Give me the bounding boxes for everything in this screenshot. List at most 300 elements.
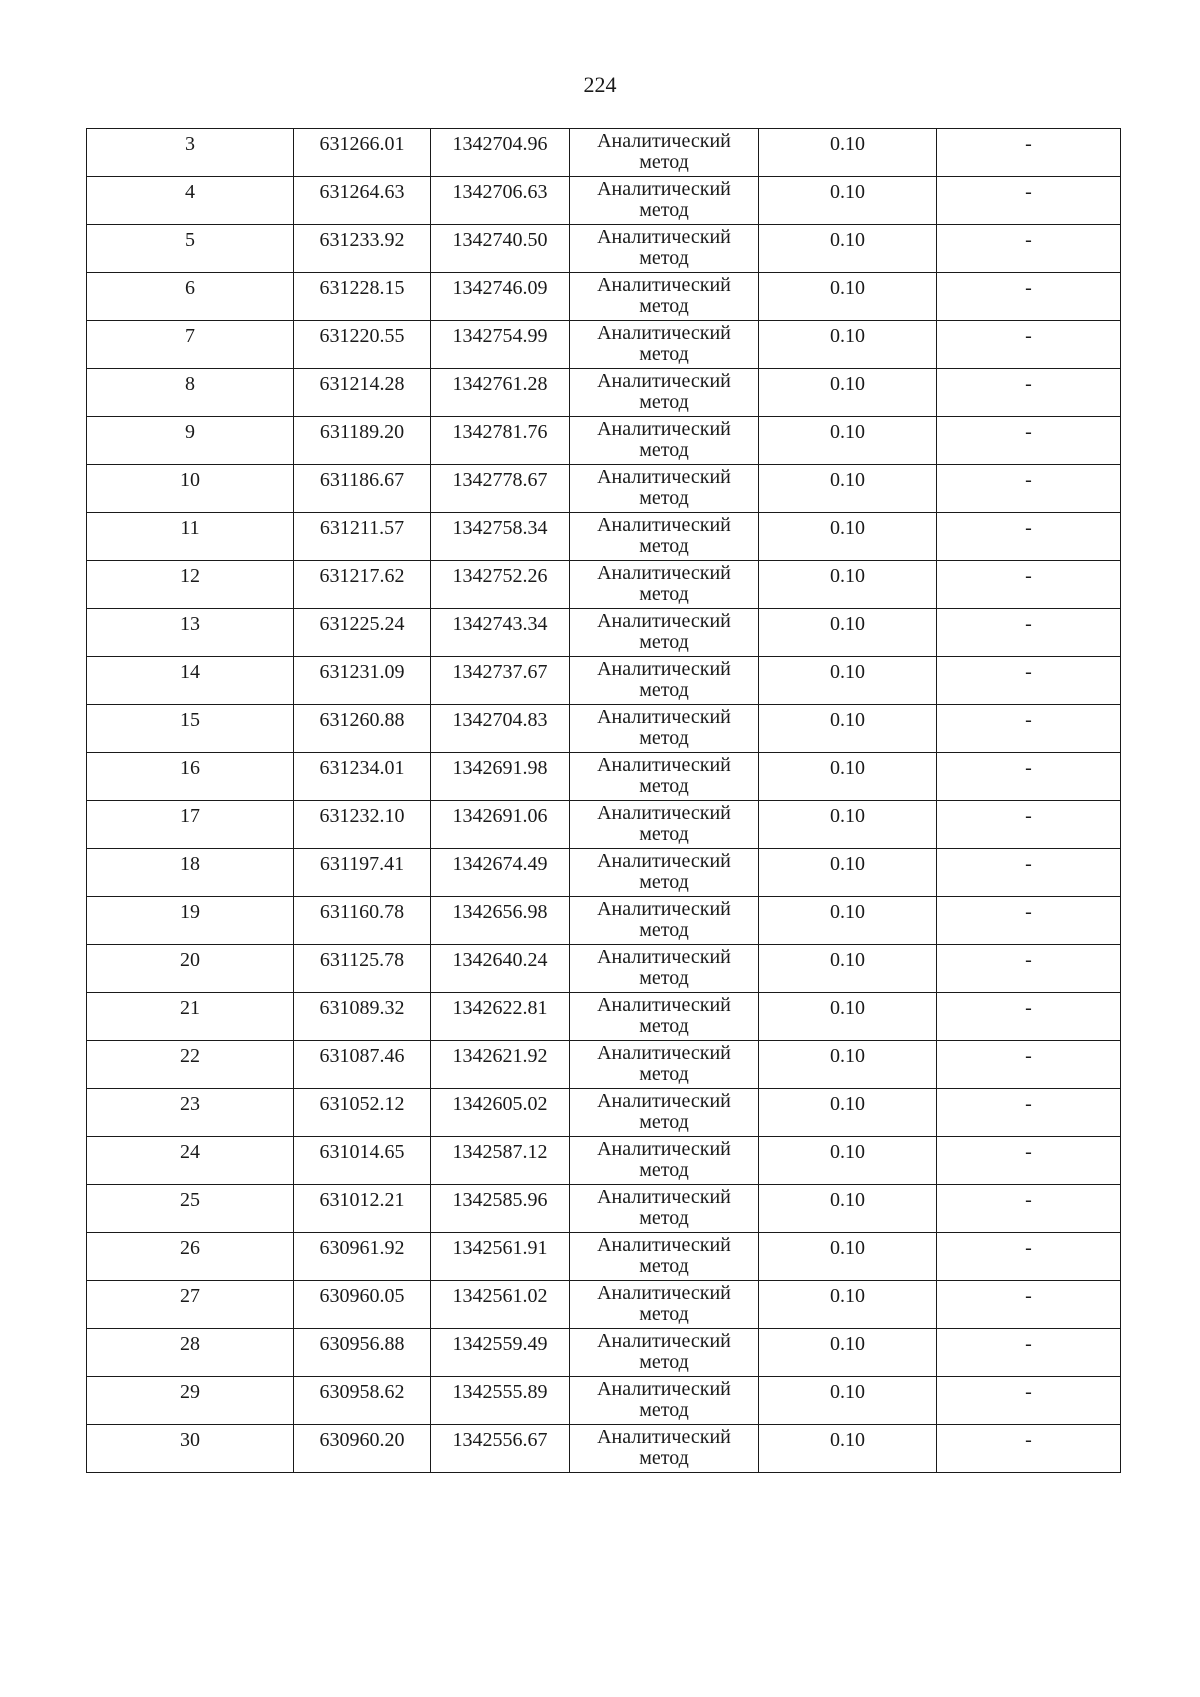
y-coordinate-cell bbox=[431, 417, 570, 465]
y-coordinate-cell-text: 1342743.34 bbox=[452, 613, 548, 635]
accuracy-cell-text: 0.10 bbox=[830, 661, 865, 683]
method-line-1: Аналитический bbox=[597, 370, 731, 392]
y-coordinate-cell-text: 1342656.98 bbox=[452, 901, 548, 923]
x-coordinate-cell bbox=[294, 465, 431, 513]
point-number-cell bbox=[87, 465, 294, 513]
accuracy-cell bbox=[759, 609, 937, 657]
accuracy-cell-text: 0.10 bbox=[830, 181, 865, 203]
table-row bbox=[87, 1329, 1121, 1377]
x-coordinate-cell-text: 631234.01 bbox=[319, 757, 405, 779]
x-coordinate-cell bbox=[294, 1233, 431, 1281]
accuracy-cell-text: 0.10 bbox=[830, 1429, 865, 1451]
y-coordinate-cell-text: 1342691.06 bbox=[452, 805, 548, 827]
y-coordinate-cell-text: 1342704.96 bbox=[452, 133, 548, 155]
table-row bbox=[87, 417, 1121, 465]
y-coordinate-cell bbox=[431, 897, 570, 945]
y-coordinate-cell-text: 1342691.98 bbox=[452, 757, 548, 779]
method-line-2: метод bbox=[639, 823, 689, 845]
note-cell-text: - bbox=[1025, 661, 1032, 683]
note-cell bbox=[937, 1041, 1121, 1089]
note-cell bbox=[937, 849, 1121, 897]
x-coordinate-cell bbox=[294, 705, 431, 753]
x-coordinate-cell-text: 631052.12 bbox=[319, 1093, 405, 1115]
point-number-cell bbox=[87, 1137, 294, 1185]
y-coordinate-cell-text: 1342559.49 bbox=[452, 1333, 548, 1355]
table-row bbox=[87, 1089, 1121, 1137]
method-line-2: метод bbox=[639, 583, 689, 605]
point-number-cell bbox=[87, 801, 294, 849]
method-cell bbox=[570, 417, 759, 465]
point-number-cell-text: 5 bbox=[185, 229, 195, 251]
table-row bbox=[87, 945, 1121, 993]
x-coordinate-cell-text: 631232.10 bbox=[319, 805, 405, 827]
table-row bbox=[87, 321, 1121, 369]
y-coordinate-cell bbox=[431, 849, 570, 897]
method-line-1: Аналитический bbox=[597, 1426, 731, 1448]
x-coordinate-cell-text: 631012.21 bbox=[319, 1189, 405, 1211]
method-cell bbox=[570, 129, 759, 177]
note-cell bbox=[937, 1425, 1121, 1473]
method-line-1: Аналитический bbox=[597, 802, 731, 824]
x-coordinate-cell-text: 631089.32 bbox=[319, 997, 405, 1019]
accuracy-cell-text: 0.10 bbox=[830, 757, 865, 779]
point-number-cell-text: 20 bbox=[180, 949, 200, 971]
method-line-2: метод bbox=[639, 727, 689, 749]
x-coordinate-cell-text: 631231.09 bbox=[319, 661, 405, 683]
y-coordinate-cell bbox=[431, 657, 570, 705]
note-cell bbox=[937, 225, 1121, 273]
table-row bbox=[87, 849, 1121, 897]
accuracy-cell bbox=[759, 1425, 937, 1473]
x-coordinate-cell-text: 630960.20 bbox=[319, 1429, 405, 1451]
note-cell-text: - bbox=[1025, 421, 1032, 443]
x-coordinate-cell-text: 631217.62 bbox=[319, 565, 405, 587]
method-line-1: Аналитический bbox=[597, 1090, 731, 1112]
method-line-1: Аналитический bbox=[597, 1378, 731, 1400]
y-coordinate-cell-text: 1342778.67 bbox=[452, 469, 548, 491]
point-number-cell-text: 28 bbox=[180, 1333, 200, 1355]
point-number-cell bbox=[87, 1425, 294, 1473]
method-cell bbox=[570, 561, 759, 609]
accuracy-cell bbox=[759, 1089, 937, 1137]
method-line-2: метод bbox=[639, 631, 689, 653]
y-coordinate-cell-text: 1342737.67 bbox=[452, 661, 548, 683]
point-number-cell bbox=[87, 177, 294, 225]
note-cell bbox=[937, 369, 1121, 417]
accuracy-cell-text: 0.10 bbox=[830, 949, 865, 971]
table-row bbox=[87, 705, 1121, 753]
point-number-cell-text: 3 bbox=[185, 133, 195, 155]
method-line-2: метод bbox=[639, 775, 689, 797]
y-coordinate-cell bbox=[431, 1089, 570, 1137]
note-cell bbox=[937, 945, 1121, 993]
method-cell bbox=[570, 897, 759, 945]
coordinates-table bbox=[86, 128, 1121, 1473]
method-line-2: метод bbox=[639, 439, 689, 461]
accuracy-cell bbox=[759, 1185, 937, 1233]
accuracy-cell bbox=[759, 801, 937, 849]
note-cell-text: - bbox=[1025, 853, 1032, 875]
note-cell bbox=[937, 657, 1121, 705]
table-row bbox=[87, 753, 1121, 801]
x-coordinate-cell bbox=[294, 945, 431, 993]
x-coordinate-cell bbox=[294, 513, 431, 561]
method-cell bbox=[570, 1377, 759, 1425]
note-cell-text: - bbox=[1025, 949, 1032, 971]
point-number-cell-text: 4 bbox=[185, 181, 195, 203]
x-coordinate-cell bbox=[294, 369, 431, 417]
point-number-cell-text: 26 bbox=[180, 1237, 200, 1259]
x-coordinate-cell-text: 631214.28 bbox=[319, 373, 405, 395]
accuracy-cell bbox=[759, 1329, 937, 1377]
method-cell bbox=[570, 177, 759, 225]
method-line-1: Аналитический bbox=[597, 178, 731, 200]
table-row bbox=[87, 1425, 1121, 1473]
table-row bbox=[87, 1233, 1121, 1281]
accuracy-cell-text: 0.10 bbox=[830, 229, 865, 251]
accuracy-cell-text: 0.10 bbox=[830, 1333, 865, 1355]
method-line-2: метод bbox=[639, 679, 689, 701]
y-coordinate-cell bbox=[431, 273, 570, 321]
x-coordinate-cell bbox=[294, 1185, 431, 1233]
method-cell bbox=[570, 369, 759, 417]
accuracy-cell-text: 0.10 bbox=[830, 853, 865, 875]
table-row bbox=[87, 657, 1121, 705]
method-line-2: метод bbox=[639, 535, 689, 557]
x-coordinate-cell bbox=[294, 1089, 431, 1137]
x-coordinate-cell bbox=[294, 321, 431, 369]
method-line-1: Аналитический bbox=[597, 946, 731, 968]
point-number-cell-text: 14 bbox=[180, 661, 200, 683]
note-cell bbox=[937, 1281, 1121, 1329]
method-line-1: Аналитический bbox=[597, 706, 731, 728]
x-coordinate-cell-text: 631189.20 bbox=[319, 421, 405, 443]
point-number-cell-text: 29 bbox=[180, 1381, 200, 1403]
y-coordinate-cell-text: 1342561.02 bbox=[452, 1285, 548, 1307]
method-line-1: Аналитический bbox=[597, 562, 731, 584]
x-coordinate-cell-text: 631014.65 bbox=[319, 1141, 405, 1163]
method-line-1: Аналитический bbox=[597, 274, 731, 296]
note-cell-text: - bbox=[1025, 517, 1032, 539]
method-line-2: метод bbox=[639, 343, 689, 365]
method-line-2: метод bbox=[639, 199, 689, 221]
method-line-2: метод bbox=[639, 1399, 689, 1421]
y-coordinate-cell-text: 1342706.63 bbox=[452, 181, 548, 203]
method-line-2: метод bbox=[639, 391, 689, 413]
point-number-cell-text: 27 bbox=[180, 1285, 200, 1307]
method-cell bbox=[570, 1185, 759, 1233]
note-cell bbox=[937, 1185, 1121, 1233]
method-cell bbox=[570, 705, 759, 753]
method-cell bbox=[570, 1137, 759, 1185]
method-cell bbox=[570, 465, 759, 513]
x-coordinate-cell-text: 631225.24 bbox=[319, 613, 405, 635]
y-coordinate-cell-text: 1342640.24 bbox=[452, 949, 548, 971]
y-coordinate-cell bbox=[431, 321, 570, 369]
note-cell-text: - bbox=[1025, 229, 1032, 251]
x-coordinate-cell bbox=[294, 849, 431, 897]
point-number-cell-text: 23 bbox=[180, 1093, 200, 1115]
y-coordinate-cell bbox=[431, 993, 570, 1041]
y-coordinate-cell bbox=[431, 513, 570, 561]
point-number-cell-text: 18 bbox=[180, 853, 200, 875]
accuracy-cell bbox=[759, 1377, 937, 1425]
y-coordinate-cell bbox=[431, 753, 570, 801]
method-cell bbox=[570, 1041, 759, 1089]
point-number-cell bbox=[87, 1281, 294, 1329]
point-number-cell bbox=[87, 1089, 294, 1137]
y-coordinate-cell bbox=[431, 945, 570, 993]
method-line-1: Аналитический bbox=[597, 226, 731, 248]
point-number-cell-text: 9 bbox=[185, 421, 195, 443]
point-number-cell bbox=[87, 1329, 294, 1377]
accuracy-cell-text: 0.10 bbox=[830, 613, 865, 635]
point-number-cell bbox=[87, 1185, 294, 1233]
method-cell bbox=[570, 609, 759, 657]
y-coordinate-cell bbox=[431, 1185, 570, 1233]
x-coordinate-cell-text: 631087.46 bbox=[319, 1045, 405, 1067]
method-line-2: метод bbox=[639, 1111, 689, 1133]
accuracy-cell bbox=[759, 945, 937, 993]
note-cell bbox=[937, 321, 1121, 369]
table-row bbox=[87, 609, 1121, 657]
note-cell bbox=[937, 417, 1121, 465]
accuracy-cell-text: 0.10 bbox=[830, 421, 865, 443]
method-line-1: Аналитический bbox=[597, 850, 731, 872]
point-number-cell bbox=[87, 657, 294, 705]
y-coordinate-cell bbox=[431, 801, 570, 849]
point-number-cell-text: 11 bbox=[180, 517, 200, 539]
x-coordinate-cell bbox=[294, 609, 431, 657]
accuracy-cell bbox=[759, 129, 937, 177]
note-cell-text: - bbox=[1025, 1189, 1032, 1211]
method-line-2: метод bbox=[639, 151, 689, 173]
method-line-1: Аналитический bbox=[597, 1330, 731, 1352]
table-row bbox=[87, 1185, 1121, 1233]
point-number-cell bbox=[87, 1377, 294, 1425]
x-coordinate-cell bbox=[294, 801, 431, 849]
note-cell bbox=[937, 801, 1121, 849]
accuracy-cell-text: 0.10 bbox=[830, 1093, 865, 1115]
accuracy-cell bbox=[759, 705, 937, 753]
accuracy-cell-text: 0.10 bbox=[830, 277, 865, 299]
x-coordinate-cell bbox=[294, 417, 431, 465]
method-line-1: Аналитический bbox=[597, 130, 731, 152]
method-cell bbox=[570, 1233, 759, 1281]
x-coordinate-cell-text: 631264.63 bbox=[319, 181, 405, 203]
point-number-cell bbox=[87, 705, 294, 753]
note-cell-text: - bbox=[1025, 1045, 1032, 1067]
accuracy-cell-text: 0.10 bbox=[830, 469, 865, 491]
method-line-1: Аналитический bbox=[597, 466, 731, 488]
y-coordinate-cell bbox=[431, 1281, 570, 1329]
point-number-cell bbox=[87, 945, 294, 993]
x-coordinate-cell-text: 631233.92 bbox=[319, 229, 405, 251]
page-number: 224 bbox=[583, 72, 617, 97]
note-cell bbox=[937, 705, 1121, 753]
accuracy-cell bbox=[759, 849, 937, 897]
note-cell bbox=[937, 1137, 1121, 1185]
y-coordinate-cell bbox=[431, 1377, 570, 1425]
accuracy-cell bbox=[759, 561, 937, 609]
y-coordinate-cell-text: 1342674.49 bbox=[452, 853, 548, 875]
x-coordinate-cell-text: 631260.88 bbox=[319, 709, 405, 731]
point-number-cell bbox=[87, 369, 294, 417]
point-number-cell-text: 24 bbox=[180, 1141, 200, 1163]
method-cell bbox=[570, 801, 759, 849]
x-coordinate-cell bbox=[294, 273, 431, 321]
point-number-cell bbox=[87, 1041, 294, 1089]
note-cell-text: - bbox=[1025, 1333, 1032, 1355]
y-coordinate-cell-text: 1342758.34 bbox=[452, 517, 548, 539]
accuracy-cell bbox=[759, 513, 937, 561]
note-cell-text: - bbox=[1025, 805, 1032, 827]
accuracy-cell bbox=[759, 273, 937, 321]
accuracy-cell-text: 0.10 bbox=[830, 805, 865, 827]
point-number-cell-text: 21 bbox=[180, 997, 200, 1019]
y-coordinate-cell bbox=[431, 129, 570, 177]
method-line-1: Аналитический bbox=[597, 610, 731, 632]
coordinates-table-body bbox=[87, 129, 1121, 1473]
note-cell-text: - bbox=[1025, 709, 1032, 731]
y-coordinate-cell bbox=[431, 369, 570, 417]
x-coordinate-cell-text: 631220.55 bbox=[319, 325, 405, 347]
accuracy-cell bbox=[759, 1137, 937, 1185]
note-cell-text: - bbox=[1025, 1237, 1032, 1259]
accuracy-cell bbox=[759, 369, 937, 417]
note-cell bbox=[937, 561, 1121, 609]
note-cell-text: - bbox=[1025, 901, 1032, 923]
method-cell bbox=[570, 1425, 759, 1473]
method-line-1: Аналитический bbox=[597, 1138, 731, 1160]
method-line-1: Аналитический bbox=[597, 898, 731, 920]
point-number-cell bbox=[87, 1233, 294, 1281]
table-row bbox=[87, 1041, 1121, 1089]
method-line-2: метод bbox=[639, 487, 689, 509]
method-cell bbox=[570, 1089, 759, 1137]
accuracy-cell bbox=[759, 1041, 937, 1089]
method-line-2: метод bbox=[639, 1015, 689, 1037]
accuracy-cell bbox=[759, 753, 937, 801]
method-cell bbox=[570, 225, 759, 273]
table-row bbox=[87, 513, 1121, 561]
accuracy-cell-text: 0.10 bbox=[830, 1189, 865, 1211]
point-number-cell bbox=[87, 513, 294, 561]
method-line-2: метод bbox=[639, 247, 689, 269]
x-coordinate-cell bbox=[294, 129, 431, 177]
accuracy-cell bbox=[759, 1281, 937, 1329]
accuracy-cell bbox=[759, 225, 937, 273]
note-cell-text: - bbox=[1025, 373, 1032, 395]
accuracy-cell-text: 0.10 bbox=[830, 517, 865, 539]
y-coordinate-cell bbox=[431, 1233, 570, 1281]
method-line-1: Аналитический bbox=[597, 994, 731, 1016]
table-row bbox=[87, 561, 1121, 609]
note-cell-text: - bbox=[1025, 325, 1032, 347]
accuracy-cell bbox=[759, 993, 937, 1041]
point-number-cell bbox=[87, 561, 294, 609]
accuracy-cell bbox=[759, 897, 937, 945]
method-line-2: метод bbox=[639, 967, 689, 989]
note-cell-text: - bbox=[1025, 469, 1032, 491]
accuracy-cell-text: 0.10 bbox=[830, 1285, 865, 1307]
method-line-2: метод bbox=[639, 1255, 689, 1277]
note-cell-text: - bbox=[1025, 133, 1032, 155]
method-line-2: метод bbox=[639, 1207, 689, 1229]
accuracy-cell bbox=[759, 1233, 937, 1281]
point-number-cell-text: 17 bbox=[180, 805, 200, 827]
point-number-cell-text: 10 bbox=[180, 469, 200, 491]
y-coordinate-cell bbox=[431, 1329, 570, 1377]
note-cell-text: - bbox=[1025, 757, 1032, 779]
method-cell bbox=[570, 321, 759, 369]
point-number-cell-text: 22 bbox=[180, 1045, 200, 1067]
note-cell bbox=[937, 1377, 1121, 1425]
x-coordinate-cell-text: 631228.15 bbox=[319, 277, 405, 299]
y-coordinate-cell-text: 1342585.96 bbox=[452, 1189, 548, 1211]
y-coordinate-cell-text: 1342781.76 bbox=[452, 421, 548, 443]
accuracy-cell-text: 0.10 bbox=[830, 373, 865, 395]
table-row bbox=[87, 369, 1121, 417]
note-cell bbox=[937, 897, 1121, 945]
y-coordinate-cell-text: 1342704.83 bbox=[452, 709, 548, 731]
note-cell bbox=[937, 1089, 1121, 1137]
point-number-cell bbox=[87, 849, 294, 897]
method-cell bbox=[570, 1281, 759, 1329]
table-row bbox=[87, 897, 1121, 945]
accuracy-cell bbox=[759, 465, 937, 513]
x-coordinate-cell-text: 631160.78 bbox=[319, 901, 405, 923]
table-row bbox=[87, 225, 1121, 273]
y-coordinate-cell bbox=[431, 1425, 570, 1473]
point-number-cell-text: 25 bbox=[180, 1189, 200, 1211]
note-cell-text: - bbox=[1025, 565, 1032, 587]
y-coordinate-cell-text: 1342752.26 bbox=[452, 565, 548, 587]
y-coordinate-cell bbox=[431, 561, 570, 609]
point-number-cell bbox=[87, 225, 294, 273]
point-number-cell bbox=[87, 273, 294, 321]
x-coordinate-cell bbox=[294, 177, 431, 225]
y-coordinate-cell-text: 1342621.92 bbox=[452, 1045, 548, 1067]
point-number-cell-text: 12 bbox=[180, 565, 200, 587]
x-coordinate-cell-text: 631197.41 bbox=[319, 853, 405, 875]
x-coordinate-cell-text: 631266.01 bbox=[319, 133, 405, 155]
x-coordinate-cell bbox=[294, 1377, 431, 1425]
accuracy-cell-text: 0.10 bbox=[830, 1237, 865, 1259]
note-cell bbox=[937, 273, 1121, 321]
point-number-cell bbox=[87, 753, 294, 801]
accuracy-cell-text: 0.10 bbox=[830, 709, 865, 731]
x-coordinate-cell-text: 631211.57 bbox=[319, 517, 405, 539]
x-coordinate-cell bbox=[294, 993, 431, 1041]
point-number-cell bbox=[87, 609, 294, 657]
x-coordinate-cell-text: 630958.62 bbox=[319, 1381, 405, 1403]
point-number-cell bbox=[87, 129, 294, 177]
accuracy-cell-text: 0.10 bbox=[830, 901, 865, 923]
method-line-2: метод bbox=[639, 1303, 689, 1325]
method-cell bbox=[570, 657, 759, 705]
y-coordinate-cell-text: 1342622.81 bbox=[452, 997, 548, 1019]
point-number-cell bbox=[87, 417, 294, 465]
y-coordinate-cell bbox=[431, 609, 570, 657]
y-coordinate-cell bbox=[431, 225, 570, 273]
table-row bbox=[87, 129, 1121, 177]
point-number-cell bbox=[87, 321, 294, 369]
table-row bbox=[87, 1377, 1121, 1425]
table-row bbox=[87, 273, 1121, 321]
x-coordinate-cell bbox=[294, 1425, 431, 1473]
y-coordinate-cell-text: 1342740.50 bbox=[452, 229, 548, 251]
